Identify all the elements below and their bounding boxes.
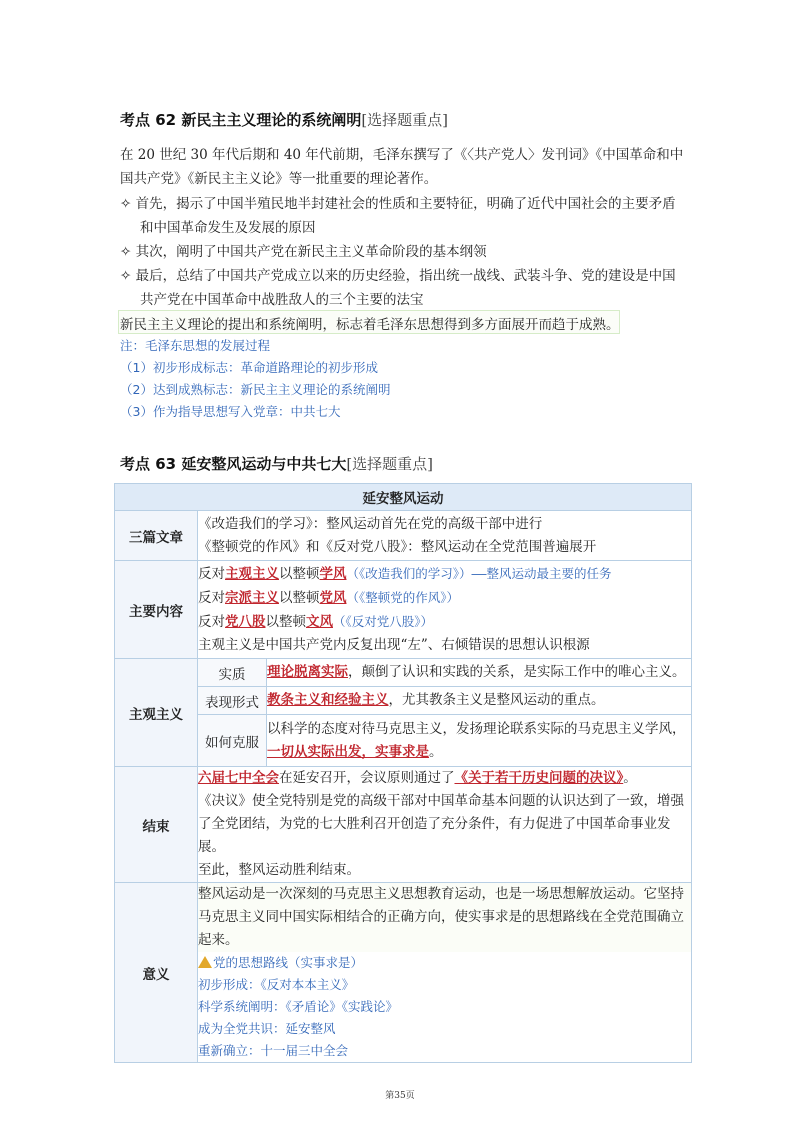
row-label-zhuguan: 主观主义 <box>115 659 198 767</box>
bullet-mark-icon: ✧ <box>120 244 132 260</box>
list-item: 反对主观主义以整顿学风（《改造我们的学习》）——整风运动最主要的任务 <box>198 566 612 582</box>
list-item: 反对党八股以整顿文风（《反对党八股》） <box>198 614 434 630</box>
sub-content-form: 教条主义和经验主义，尤其教条主义是整风运动的重点。 <box>267 687 692 715</box>
row-label-jieshu: 结束 <box>115 767 198 883</box>
note-item-3: （3）作为指导思想写入党章：中共七大 <box>120 404 341 419</box>
bullet-3: ✧ 最后，总结了中国共产党成立以来的历史经验，指出统一战线、武装斗争、党的建设是中国 <box>120 268 676 284</box>
row-label-sanpian: 三篇文章 <box>115 511 198 561</box>
intro-line-2: 国共产党》《新民主主义论》等一批重要的理论著作。 <box>120 171 438 187</box>
list-item: 反对宗派主义以整顿党风（《整顿党的作风》） <box>198 590 460 606</box>
section-63-heading <box>120 453 433 474</box>
intro-line-1: 在 20 世纪 30 年代后期和 40 年代前期，毛泽东撰写了《〈共产党人〉发刊词》《中国革命和中 <box>120 147 684 163</box>
bullet-mark-icon: ✧ <box>120 268 132 284</box>
conclusion: 新民主主义理论的提出和系统阐明，标志着毛泽东思想得到多方面展开而趋于成熟。 <box>120 317 620 333</box>
note-item-1: （1）初步形成标志：革命道路理论的初步形成 <box>120 360 378 375</box>
row-label-yiyi: 意义 <box>115 883 198 1063</box>
sub-label-overcome: 如何克服 <box>198 715 267 767</box>
sub-label-essence: 实质 <box>198 659 267 687</box>
bullet-1-cont: 和中国革命发生及发展的原因 <box>140 220 316 236</box>
warning-icon <box>198 956 212 968</box>
note-item-2: （2）达到成熟标志：新民主主义理论的系统阐明 <box>120 382 391 397</box>
sub-content-essence: 理论脱离实际，颠倒了认识和实践的关系，是实际工作中的唯心主义。 <box>267 659 692 687</box>
section-62-heading <box>120 109 448 130</box>
section-63-title: 考点 63 延安整风运动与中共七大 <box>120 455 347 473</box>
sub-content-overcome: 以科学的态度对待马克思主义，发扬理论联系实际的马克思主义学风， 一切从实际出发，实事求是。 <box>267 715 692 767</box>
sub-label-form: 表现形式 <box>198 687 267 715</box>
bullet-2: ✧ 其次，阐明了中国共产党在新民主主义革命阶段的基本纲领 <box>120 244 487 260</box>
section-62-tag: [选择题重点] <box>361 111 449 129</box>
row-content-sanpian: 《改造我们的学习》：整风运动首先在党的高级干部中进行 《整顿党的作风》和《反对党八股》：整风运动在全党范围普遍展开 <box>198 511 692 561</box>
row-content-zhuyao <box>198 561 692 659</box>
page-number: 第35页 <box>385 1091 415 1101</box>
row-content-yiyi: 整风运动是一次深刻的马克思主义思想教育运动，也是一场思想解放运动。它坚持 马克思主义同中国实际相结合的正确方向，使实事求是的思想路线在全党范围确立 起来。 党的思想路线（实事求是） 初步形成：《反对本本主义》 科学系统阐明：《矛盾论》《实践论》 成为全党共识：延安整风 重新确立：十一届三中全会 <box>198 883 692 1063</box>
bullet-1: ✧ 首先，揭示了中国半殖民地半封建社会的性质和主要特征，明确了近代中国社会的主要矛盾 <box>120 196 676 212</box>
rectification-table <box>114 483 692 1063</box>
bullet-mark-icon: ✧ <box>120 196 132 212</box>
list-item: 主观主义是中国共产党内反复出现“左”、右倾错误的思想认识根源 <box>198 637 590 653</box>
section-62-title: 考点 62 新民主主义理论的系统阐明 <box>120 111 362 129</box>
note-title: 注：毛泽东思想的发展过程 <box>120 338 271 353</box>
table-header: 延安整风运动 <box>115 484 692 511</box>
row-label-zhuyao: 主要内容 <box>115 561 198 659</box>
row-content-jieshu: 六届七中全会在延安召开，会议原则通过了《关于若干历史问题的决议》。 《决议》使全党特别是党的高级干部对中国革命基本问题的认识达到了一致，增强 了全党团结，为党的七大胜利召开创造了充分条件，有力促进了中国革命事业发展。 至此，整风运动胜利结束。 <box>198 767 692 883</box>
section-63-tag: [选择题重点] <box>346 455 434 473</box>
bullet-3-cont: 共产党在中国革命中战胜敌人的三个主要的法宝 <box>140 292 424 308</box>
